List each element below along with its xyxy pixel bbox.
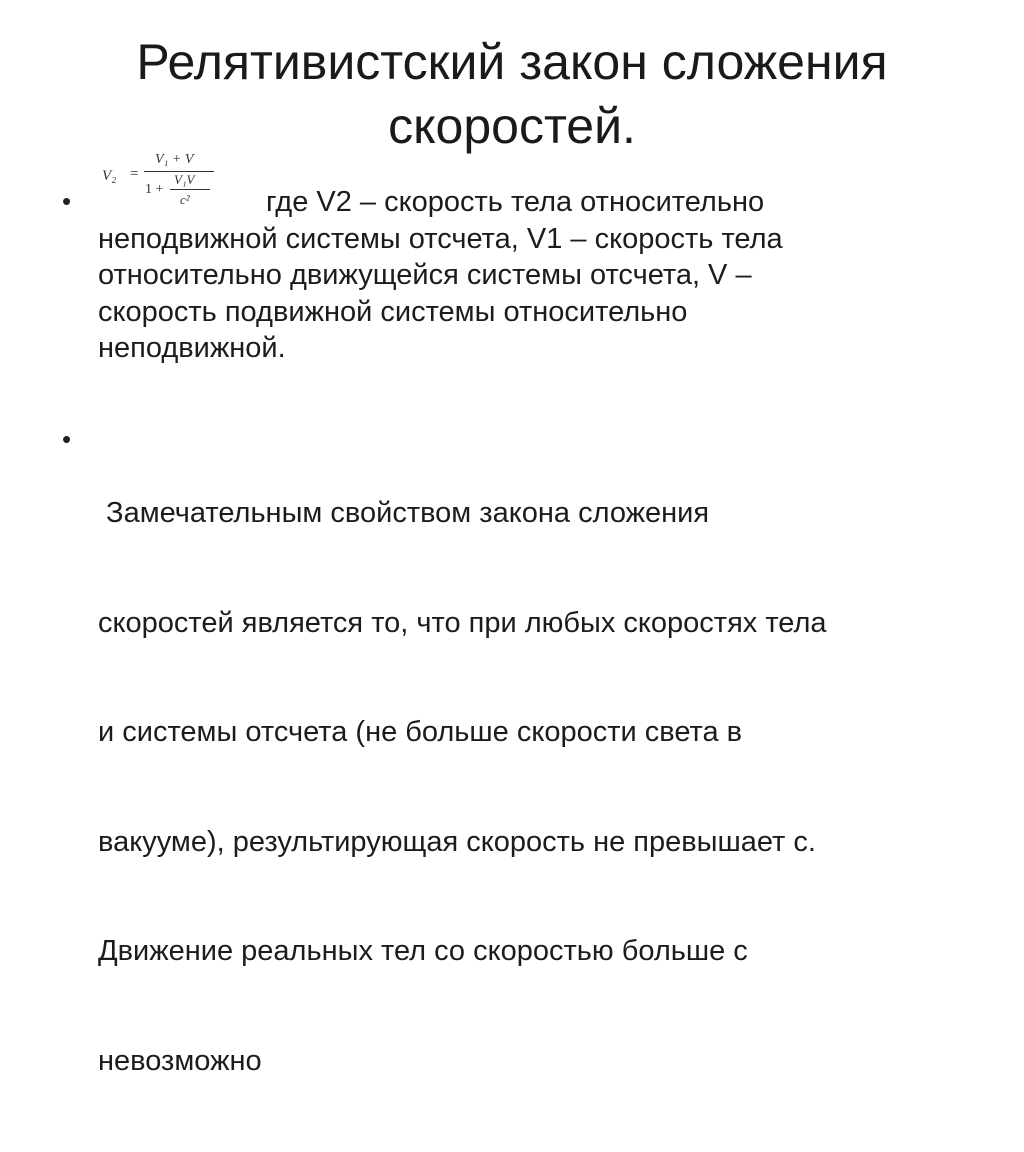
- formula-inner-denominator: c²: [180, 192, 190, 207]
- paragraph-2-line-3: и системы отсчета (не больше скорости света в: [98, 716, 743, 748]
- paragraph-2-line-1: Замечательным свойством закона сложения: [98, 497, 710, 529]
- paragraph-1-line-2: неподвижной системы отсчета, V1 – скорость тела: [98, 222, 783, 255]
- bullet-paragraph-2: [98, 422, 978, 1152]
- formula-one-plus: 1 +: [145, 182, 164, 197]
- paragraph-1-line-1: где V2 – скорость тела относительно: [266, 186, 765, 218]
- slide-title: [60, 30, 964, 158]
- title-line-2: скоростей.: [388, 98, 636, 154]
- formula-lhs: V₂: [102, 168, 117, 184]
- paragraph-1-line-4: скорость подвижной системы относительно: [98, 295, 688, 328]
- bullet-paragraph-1: [98, 184, 978, 367]
- paragraph-2-line-4: вакууме), результирующая скорость не превышает с.: [98, 825, 816, 858]
- title-line-1: Релятивистский закон сложения: [136, 34, 888, 90]
- formula-numerator: V₁ + V: [155, 152, 194, 167]
- paragraph-1-line-3: относительно движущейся системы отсчета, V –: [98, 259, 752, 291]
- paragraph-2-line-5: Движение реальных тел со скоростью больше с: [98, 935, 748, 967]
- paragraph-2-line-2: скоростей является то, что при любых скоростях тела: [98, 606, 827, 639]
- bullet-marker-2: •: [62, 424, 72, 454]
- paragraph-2-line-6: невозможно: [98, 1044, 262, 1077]
- paragraph-1-line-5: неподвижной.: [98, 332, 286, 364]
- bullet-marker-1: •: [62, 186, 72, 216]
- formula-inner-numerator: V₁V: [174, 172, 195, 187]
- formula-equals: =: [130, 166, 139, 182]
